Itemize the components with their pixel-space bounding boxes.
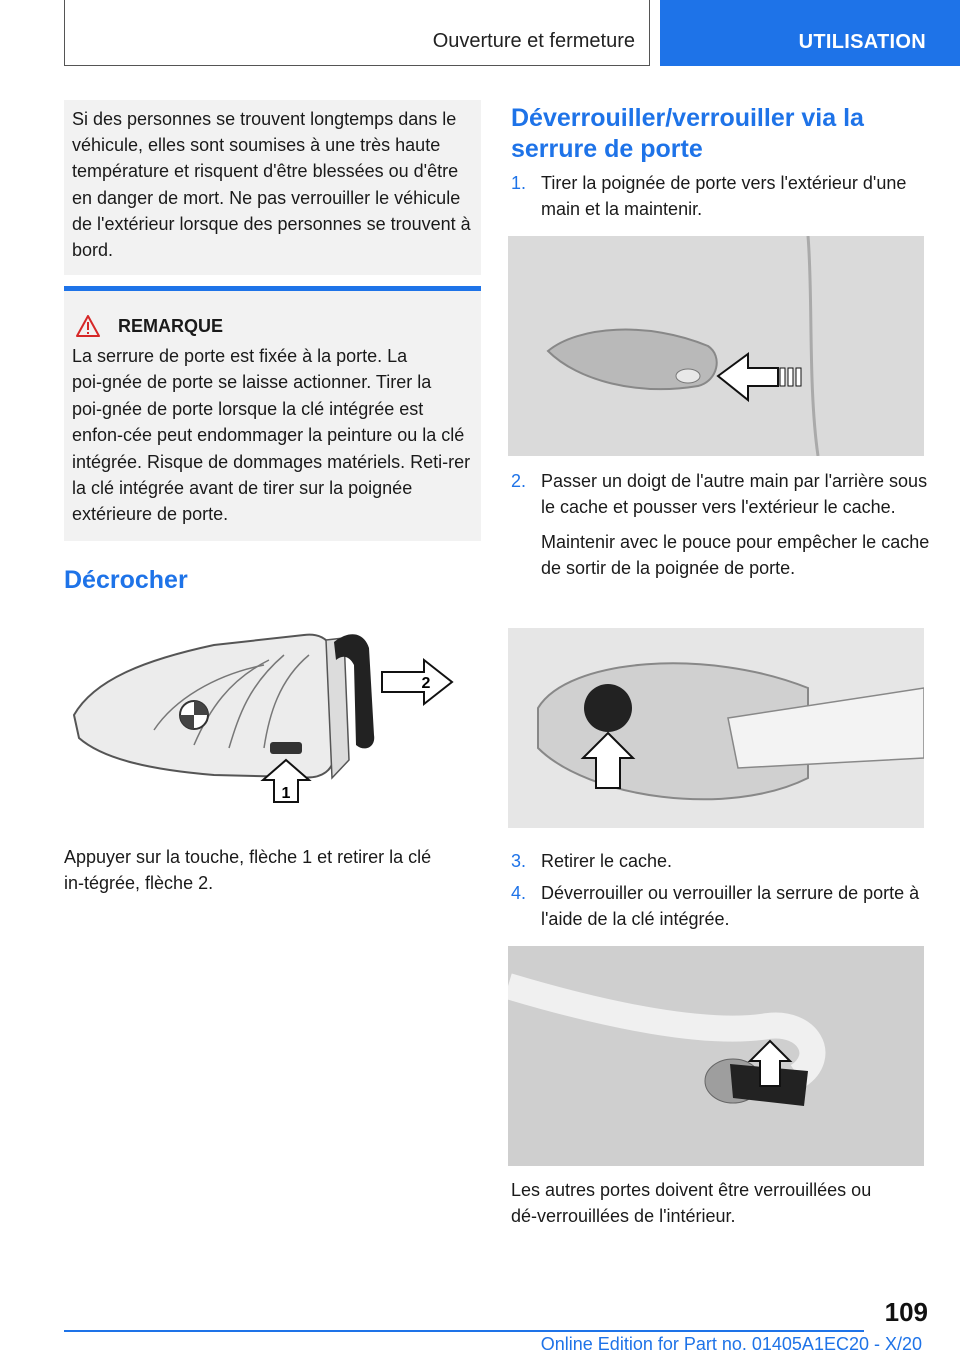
step-extra-text: Maintenir avec le pouce pour empêcher le cache de sortir de la poignée de porte.	[541, 531, 930, 579]
arrow-label-1: 1	[281, 785, 291, 802]
other-doors-paragraph: Les autres portes doivent être verrouillées ou dé‑verrouillées de l'intérieur.	[511, 1180, 872, 1227]
warning-text: Si des personnes se trouvent longtemps dans le véhicule, elles sont soumises à une très haute température et risquent d'être blessées ou d'être en danger de mort. Ne pas verrouiller le véhicule de l'extérieur lorsque des personnes se trouvent à bord.	[72, 109, 471, 261]
door-handle-cache-photo	[508, 628, 924, 828]
section-heading-decrocher: Décrocher	[64, 566, 188, 594]
section-title: Ouverture et fermeture	[432, 30, 635, 52]
step-1	[511, 170, 931, 223]
key-in-lock-photo	[508, 946, 924, 1166]
step-text: Tirer la poignée de porte vers l'extérieur d'une main et la maintenir.	[541, 173, 907, 220]
door-handle-pull-photo	[508, 236, 924, 456]
step-number: 3.	[511, 851, 527, 871]
warning-box-continued	[64, 100, 481, 275]
footer-rule	[64, 1330, 864, 1332]
step-text: Déverrouiller ou verrouiller la serrure de porte à l'aide de la clé intégrée.	[541, 883, 920, 930]
header-section-box	[64, 0, 650, 66]
step-text: Retirer le cache.	[541, 851, 673, 871]
step-number: 1.	[511, 173, 527, 193]
note-header	[76, 313, 473, 339]
section-heading-door-lock: Déverrouiller/verrouiller via la serrure de porte	[511, 104, 864, 163]
step-number: 2.	[511, 471, 527, 491]
step-3	[511, 848, 931, 874]
warning-triangle-icon	[76, 315, 100, 337]
page-number: 109	[884, 1297, 928, 1327]
chapter-title: UTILISATION	[798, 31, 926, 53]
footer-edition: Online Edition for Part no. 01405A1EC20 - X/20	[540, 1334, 922, 1354]
step-4	[511, 880, 931, 933]
step-text: Passer un doigt de l'autre main par l'arrière sous le cache et pousser vers l'extérieur le cache.	[541, 471, 928, 518]
note-text: La serrure de porte est fixée à la porte. La poi‑gnée de porte se laisse actionner. Tirer la poi‑gnée de porte lorsque la clé intégrée est enfon‑cée peut endommager la peinture ou la clé intégrée. Risque de dommages matériels. Reti‑rer la clé intégrée avant de tirer sur la poignée extérieure de porte.	[72, 346, 471, 525]
header-chapter-tab	[660, 0, 960, 66]
key-illustration	[64, 620, 481, 820]
decrocher-paragraph: Appuyer sur la touche, flèche 1 et retirer la clé in‑tégrée, flèche 2.	[64, 847, 432, 894]
step-number: 4.	[511, 883, 527, 903]
arrow-label-2: 2	[421, 675, 431, 692]
step-2	[511, 468, 931, 582]
note-box	[64, 286, 481, 541]
note-title: REMARQUE	[118, 315, 224, 336]
